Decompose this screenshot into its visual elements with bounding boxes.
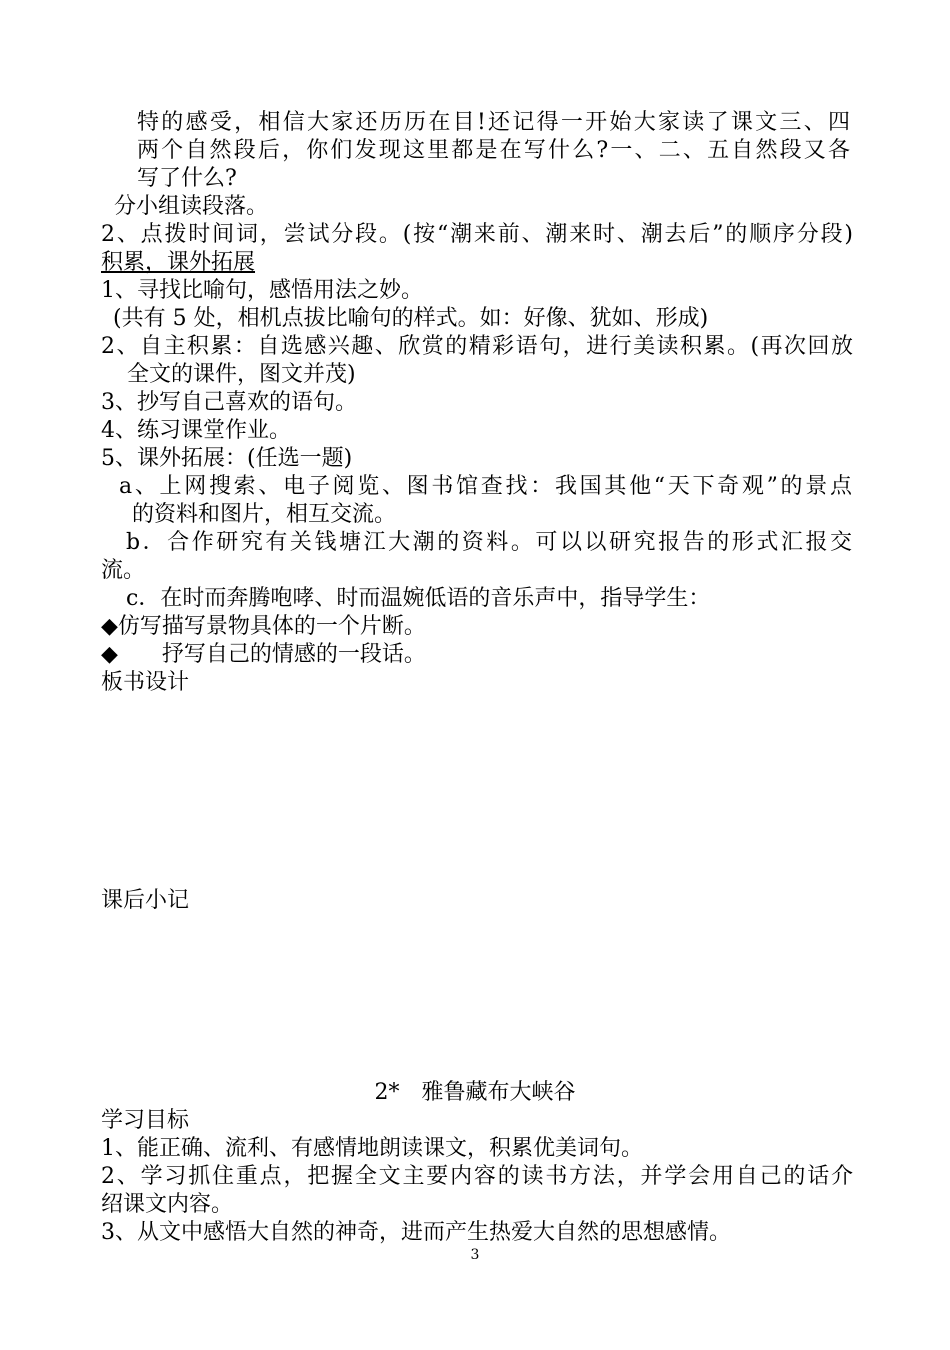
goal-item: 1、能正确、流利、有感情地朗读课文，积累优美词句。 — [101, 1136, 643, 1161]
section-heading: 板书设计 — [101, 670, 190, 695]
paragraph-line: 的资料和图片，相互交流。 — [132, 502, 397, 527]
list-item: 3、抄写自己喜欢的语句。 — [101, 390, 357, 415]
page-number: 3 — [470, 1247, 480, 1263]
paragraph-line: 全文的课件，图文并茂) — [127, 362, 356, 387]
paragraph-line: 写了什么? — [137, 166, 237, 191]
section-heading: 积累，课外拓展 — [101, 250, 256, 275]
list-item: 1、寻找比喻句，感悟用法之妙。 — [101, 278, 423, 303]
section-heading: 课后小记 — [101, 888, 190, 913]
list-item: b．合作研究有关钱塘江大潮的资料。可以以研究报告的形式汇报交 — [126, 530, 852, 555]
list-item: 4、练习课堂作业。 — [101, 418, 291, 443]
goal-item: 3、从文中感悟大自然的神奇，进而产生热爱大自然的思想感情。 — [101, 1220, 731, 1245]
list-item: 2、自主积累：自选感兴趣、欣赏的精彩语句，进行美读积累。(再次回放 — [101, 334, 853, 359]
bullet-item: ◆ 抒写自己的情感的一段话。 — [101, 642, 426, 667]
paragraph-line: 分小组读段落。 — [114, 194, 269, 219]
paragraph-line: 2、点拨时间词，尝试分段。(按“潮来前、潮来时、潮去后”的顺序分段) — [101, 222, 853, 247]
list-item: c．在时而奔腾咆哮、时而温婉低语的音乐声中，指导学生： — [126, 586, 711, 611]
paragraph-line: 特的感受，相信大家还历历在目!还记得一开始大家读了课文三、四 — [137, 110, 850, 135]
list-item: a、上网搜索、电子阅览、图书馆查找：我国其他“天下奇观”的景点 — [119, 474, 852, 499]
paragraph-line: 两个自然段后，你们发现这里都是在写什么?一、二、五自然段又各 — [137, 138, 850, 163]
bullet-item: ◆仿写描写景物具体的一个片断。 — [101, 614, 426, 639]
paragraph-line: (共有 5 处，相机点拔比喻句的样式。如：好像、犹如、形成) — [113, 306, 709, 331]
goals-heading: 学习目标 — [101, 1108, 190, 1133]
goal-item: 2、学习抓住重点，把握全文主要内容的读书方法，并学会用自己的话介 — [101, 1164, 853, 1189]
lesson-title: 2* 雅鲁藏布大峡谷 — [374, 1080, 576, 1105]
list-item: 5、课外拓展：(任选一题) — [101, 446, 353, 471]
paragraph-line: 流。 — [101, 558, 146, 583]
goal-item: 绍课文内容。 — [101, 1192, 234, 1217]
